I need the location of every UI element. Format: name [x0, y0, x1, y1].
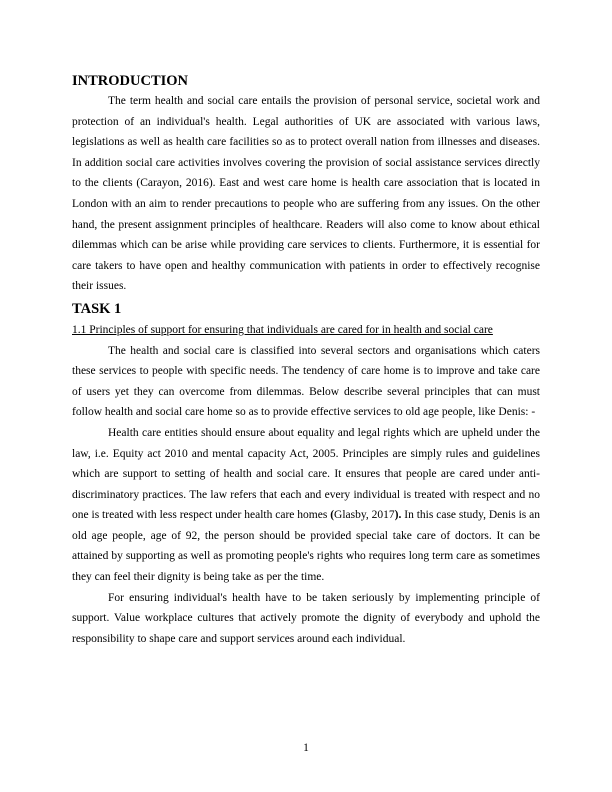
introduction-heading: INTRODUCTION: [72, 73, 189, 89]
citation-close-paren: ).: [394, 509, 402, 522]
page-number: 1: [303, 742, 309, 754]
introduction-paragraph: The term health and social care entails the provision of personal service, societal work and protection of an individual's health. Legal authorities of UK are associated with various laws, legislations as well as health care facilities so as to protect overall nation from illnesses and diseases. In addition social care activities involves covering the provision of social assistance services directly to the clients (Carayon, 2016). East and west care home is health care association that is located in London with an aim to render precautions to people who are suffering from any issues. On the other hand, the present assignment principles of healthcare. Readers will also come to know about ethical dilemmas which can be arise while providing care services to clients. Furthermore, it is essential for care takers to have open and healthy communication with patients in order to effectively recognise their issues.: [72, 95, 540, 293]
paragraph-2-text-a: Health care entities should ensure about equality and legal rights which are upheld under the law, i.e. Equity act 2010 and mental capacity Act, 2005. Principles are simply rules and guidelines which are support to setting of health and social care. It ensures that people are cared under anti-discriminatory practices. The law refers that each and every individual is treated with respect and no one is treated with less respect under health care homes: [72, 426, 540, 522]
task1-heading: TASK 1: [72, 300, 122, 317]
citation-glasby: Glasby, 2017: [334, 509, 395, 522]
task1-paragraph-2: [72, 423, 540, 588]
page-body: [72, 71, 540, 649]
task1-paragraph-3: For ensuring individual's health have to be taken seriously by implementing principle of support. Value workplace cultures that actively promote the dignity of everybody and uphold the responsibility to shape care and support services around each individual.: [72, 591, 540, 645]
task1-subheading: 1.1 Principles of support for ensuring that individuals are cared for in health and social care: [72, 323, 493, 336]
task1-paragraph-1: The health and social care is classified into several sectors and organisations which caters these services to people with specific needs. The tendency of care home is to improve and take care of users yet they can overcome from dilemmas. Below describe several principles that can must follow health and social care home so as to provide effective services to old age people, like Denis: -: [72, 344, 540, 419]
citation-open-paren: (: [330, 509, 335, 522]
paragraph-2-text-b: In this case study, Denis is an old age people, age of 92, the person should be provided special take care of doctors. It can be attained by supporting as well as promoting people's rights who requires long term care as sometimes they can feel their dignity is being take as per the time.: [72, 509, 541, 584]
